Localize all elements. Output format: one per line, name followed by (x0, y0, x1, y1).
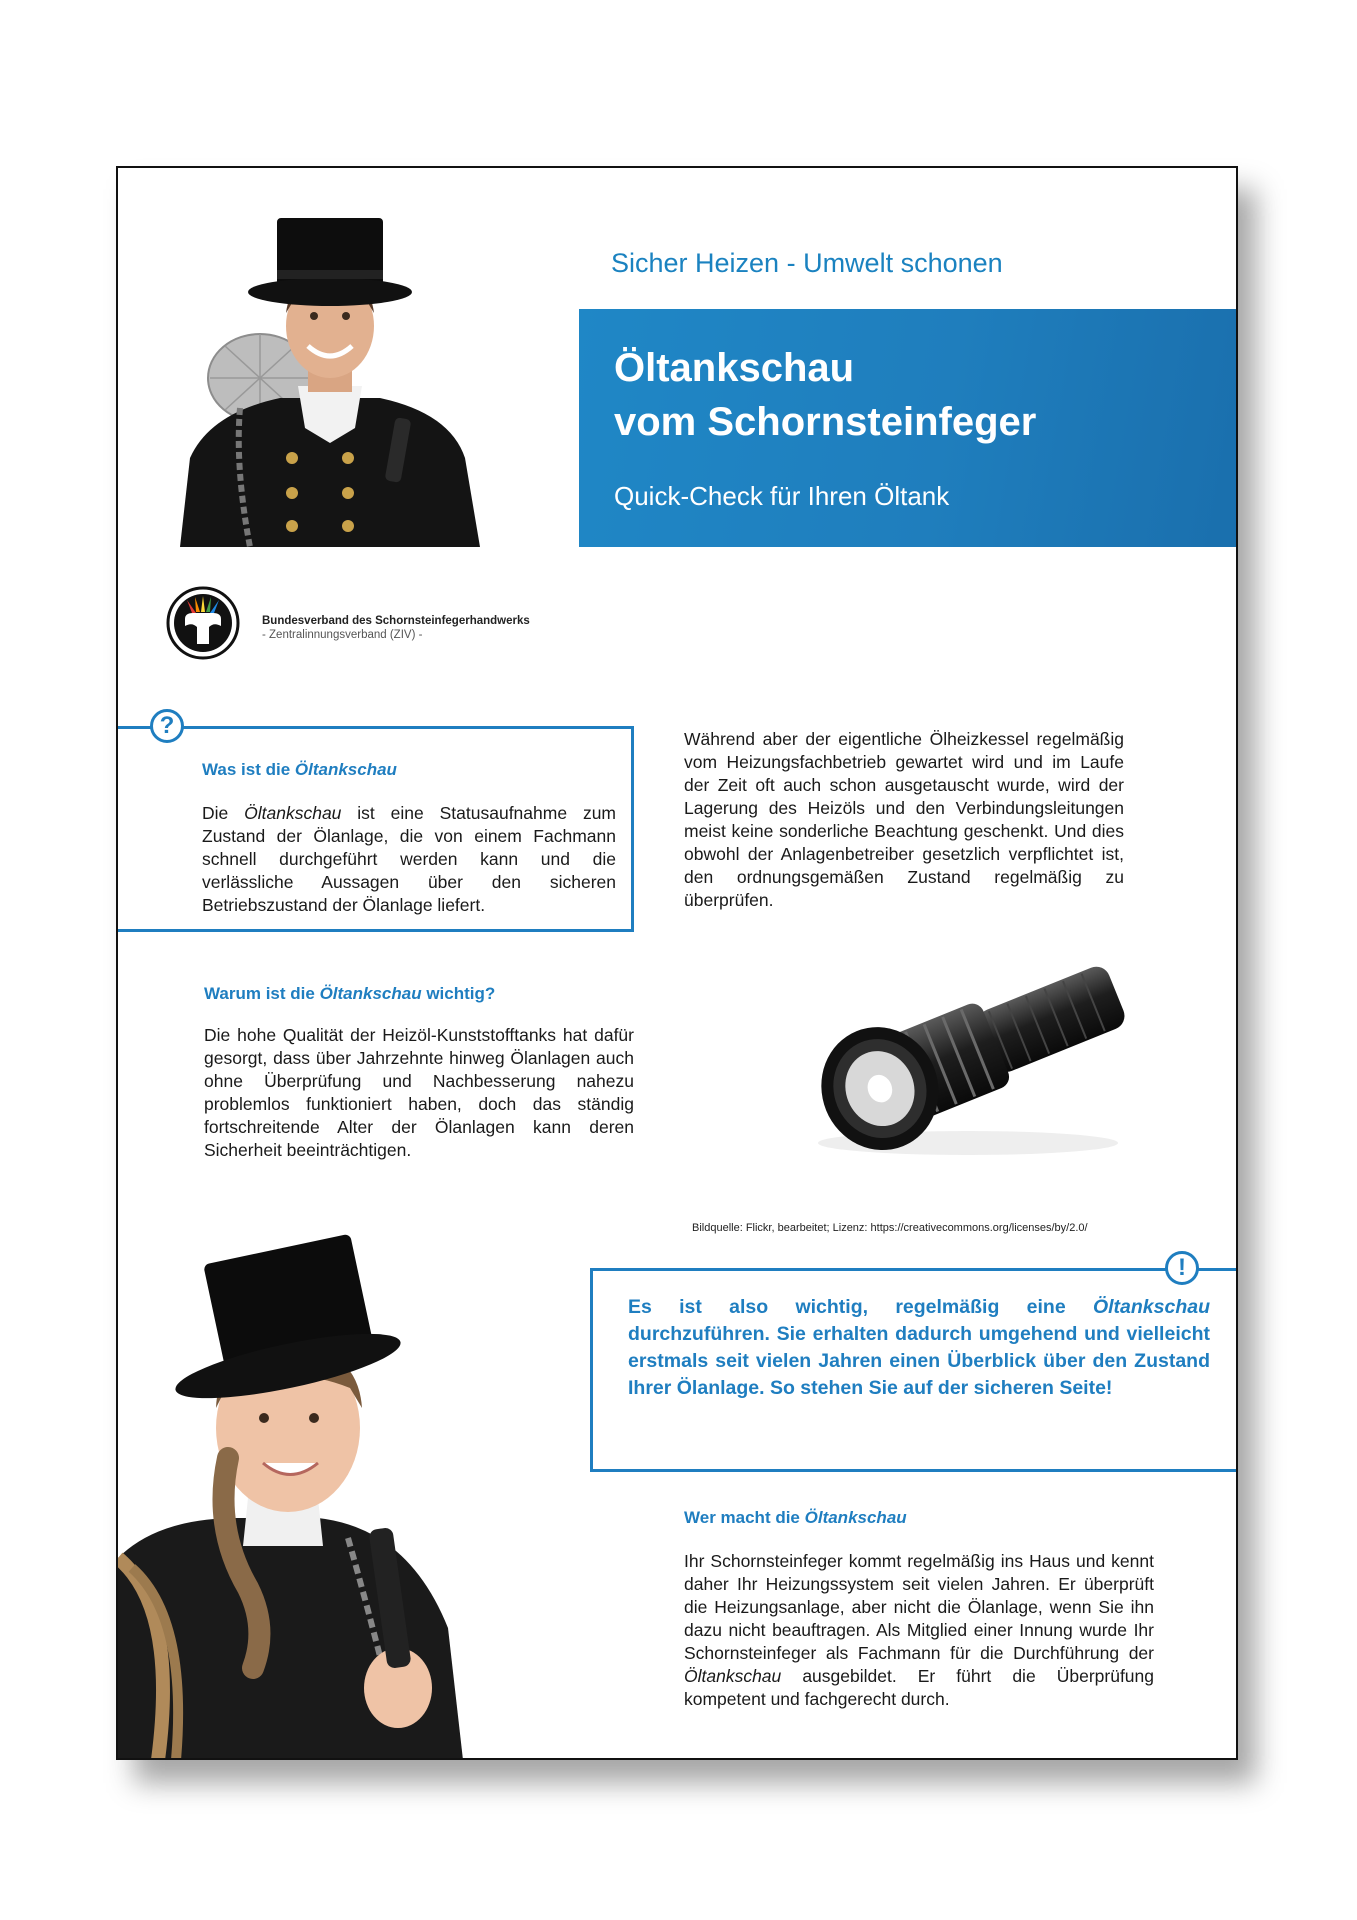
heading-prefix: Was ist die (202, 760, 295, 779)
text-pre: Ihr Schornsteinfeger kommt regelmäßig ins Haus und kennt daher Ihr Heizungssystem seit vielen Jahren. Er überprüft die Heizungsanlage, aber nicht die Ölanlage, wenn Sie ihn dazu nicht beauftragen. Als Mitglied einer Innung wurde Ihr Schornsteinfeger als Fachmann für die Durchführung der (684, 1551, 1154, 1663)
text-pre: Die (202, 803, 245, 823)
text-why-important: Die hohe Qualität der Heizöl-Kunststofftanks hat dafür gesorgt, dass über Jahrzehnte hinweg Ölanlagen auch ohne Überprüfung und Nachbesserung nahezu problemlos funktioniert haben, doch das ständig fortschreitende Alter der Ölanlagen kann deren Sicherheit beeinträchtigen. (204, 1025, 634, 1160)
text-what-is (202, 802, 616, 917)
heading-prefix: Wer macht die (684, 1508, 805, 1527)
text-maintenance: Während aber der eigentliche Ölheizkessel regelmäßig vom Heizungsfachbetrieb gewartet wird und im Laufe der Zeit oft auch schon ausgetauscht wurde, wird der Lagerung des Heizöls und den Verbindungsleitungen meist keine sonderliche Beachtung geschenkt. Und dies obwohl der Anlagenbetreiber gesetzlich verpflichtet ist, den ordnungsgemäßen Zustand regelmäßig zu überprüfen. (684, 729, 1124, 910)
text-em: Öltankschau (684, 1666, 782, 1686)
chimney-sweep-man-photo (180, 208, 480, 547)
title-line-1: Öltankschau (614, 346, 855, 390)
image-caption: Bildquelle: Flickr, bearbeitet; Lizenz: https://creativecommons.org/licenses/by/2.0/ (692, 1222, 1088, 1234)
org-subname: - Zentralinnungsverband (ZIV) - (262, 629, 423, 641)
page-subtitle: Quick-Check für Ihren Öltank (614, 481, 950, 511)
highlight-em: Öltankschau (1092, 1296, 1210, 1318)
org-name-block (262, 614, 530, 642)
page-title (614, 341, 1036, 449)
heading-em: Öltankschau (319, 984, 422, 1003)
exclamation-icon: ! (1165, 1251, 1199, 1285)
highlight-pre: Es ist also wichtig, regelmäßig eine (628, 1296, 1093, 1318)
text-em: Öltankschau (244, 803, 342, 823)
highlight-text (628, 1294, 1210, 1402)
text-post: ist eine Statusaufnahme zum Zustand der Ölanlage, die von einem Fachmann schnell durchgeführt werden kann und die verlässliche Aussagen über den sicheren Betriebszustand der Ölanlage liefert. (202, 803, 617, 915)
heading-what-is (202, 760, 397, 780)
text-who-does (684, 1550, 1154, 1711)
slogan: Sicher Heizen - Umwelt schonen (611, 248, 1003, 278)
heading-em: Öltankschau (804, 1508, 907, 1527)
title-line-2: vom Schornsteinfeger (614, 400, 1037, 444)
flyer-page (116, 166, 1238, 1760)
question-icon: ? (150, 709, 184, 743)
org-name: Bundesverband des Schornsteinfegerhandwerks (262, 615, 530, 627)
chimney-sweep-woman-photo (118, 1228, 478, 1760)
title-box (579, 309, 1238, 547)
heading-prefix: Warum ist die (204, 984, 320, 1003)
heading-em: Öltankschau (294, 760, 397, 779)
heading-suffix: wichtig? (421, 984, 496, 1003)
heading-why-important (204, 984, 495, 1004)
highlight-post: durchzuführen. Sie erhalten dadurch umgehend und vielleicht erstmals seit vielen Jahren einen Überblick über den Zustand Ihrer Ölanlage. So stehen Sie auf der sicheren Seite! (628, 1323, 1210, 1399)
ziv-logo-icon (166, 586, 240, 660)
flashlight-photo (778, 938, 1158, 1168)
heading-who-does (684, 1508, 907, 1528)
text-post: ausgebildet. Er führt die Überprüfung kompetent und fachgerecht durch. (684, 1666, 1154, 1709)
